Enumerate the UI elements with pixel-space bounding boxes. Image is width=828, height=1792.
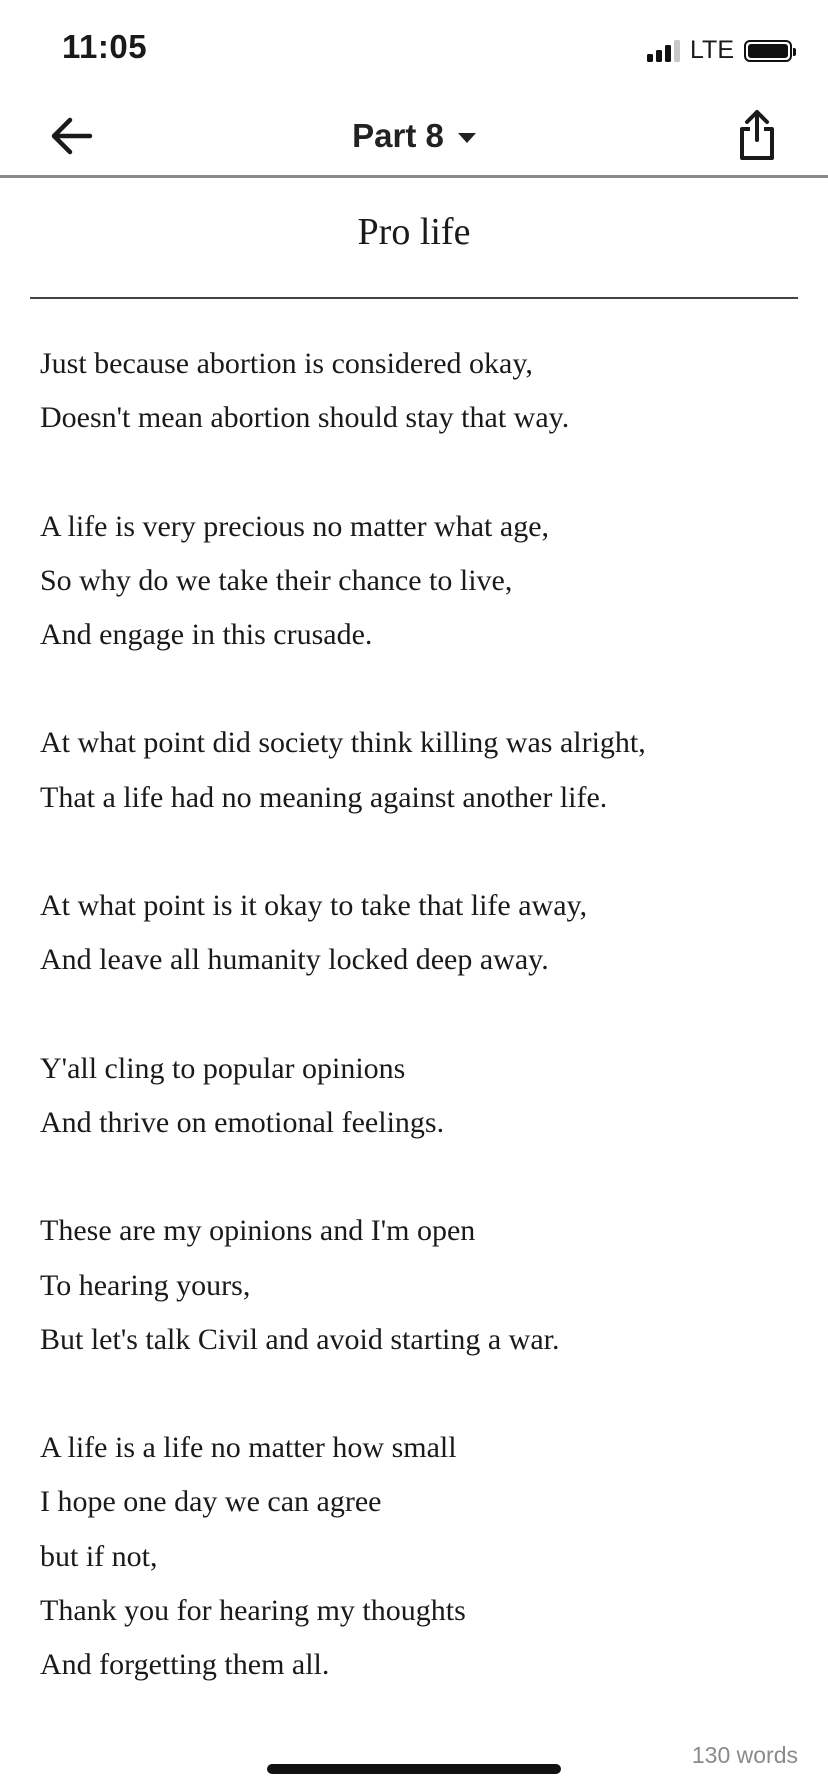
chapter-text [40, 337, 800, 1693]
share-button[interactable] [734, 106, 780, 164]
poem-line: Doesn't mean abortion should stay that way. [40, 401, 570, 435]
back-button[interactable] [44, 110, 100, 162]
poem-line: A life is a life no matter how small [40, 1431, 457, 1465]
stanza [40, 337, 800, 446]
stanza [40, 1204, 800, 1367]
poem-line: Y'all cling to popular opinions [40, 1051, 406, 1085]
network-type-label: LTE [690, 36, 734, 64]
stanza [40, 500, 800, 663]
poem-line: To hearing yours, [40, 1268, 251, 1302]
poem-line: At what point is it okay to take that life away, [40, 889, 588, 923]
home-indicator[interactable] [267, 1764, 561, 1774]
arrow-left-icon [50, 116, 94, 156]
poem-line: I hope one day we can agree [40, 1485, 382, 1519]
poem-line: So why do we take their chance to live, [40, 563, 513, 597]
cellular-signal-icon [647, 40, 680, 62]
poem-line: That a life had no meaning against another life. [40, 780, 608, 814]
poem-line: Thank you for hearing my thoughts [40, 1594, 466, 1628]
reader-nav-bar [0, 96, 828, 176]
stanza [40, 1042, 800, 1151]
status-time: 11:05 [62, 28, 148, 65]
nav-divider [0, 175, 828, 178]
chapter-title: Pro life [357, 211, 471, 253]
poem-line: But let's talk Civil and avoid starting a war. [40, 1322, 560, 1356]
poem-line: Just because abortion is considered okay, [40, 347, 533, 380]
share-icon [738, 109, 776, 161]
part-label: Part 8 [352, 117, 444, 154]
poem-line: A life is very precious no matter what age, [40, 509, 550, 543]
poem-line: These are my opinions and I'm open [40, 1214, 476, 1248]
title-divider [30, 297, 798, 299]
poem-line: And thrive on emotional feelings. [40, 1105, 445, 1139]
word-count: 130 words [691, 1742, 798, 1768]
battery-icon [744, 40, 792, 62]
stanza [40, 879, 800, 988]
caret-down-icon [458, 133, 476, 143]
part-selector-dropdown[interactable] [334, 110, 494, 162]
poem-line: but if not, [40, 1539, 158, 1573]
status-indicators [647, 36, 792, 65]
poem-line: And engage in this crusade. [40, 618, 373, 652]
poem-line: And leave all humanity locked deep away. [40, 943, 549, 977]
stanza [40, 1421, 800, 1692]
poem-line: At what point did society think killing was alright, [40, 726, 646, 760]
status-bar [0, 0, 828, 96]
poem-line: And forgetting them all. [40, 1648, 330, 1682]
stanza [40, 716, 800, 825]
